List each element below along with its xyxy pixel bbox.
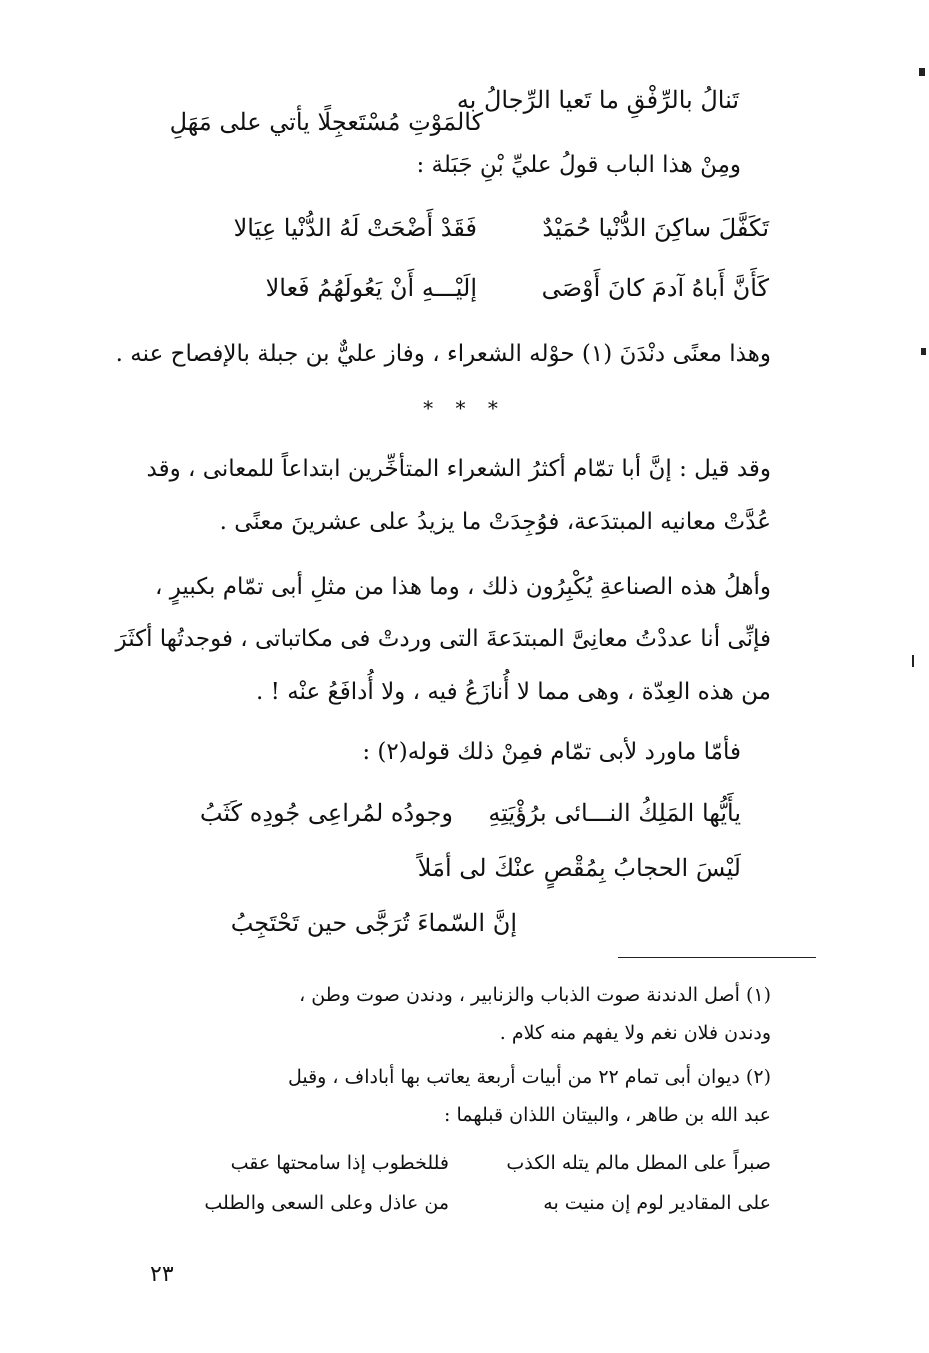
intro-line-1: ومِنْ هذا الباب قولُ عليِّ بْنِ جَبَلة : [416,152,741,178]
verse-3-left: إلَيْـــهِ أَنْ يَعُولَهُمُ فَعالا [265,274,477,302]
footnote-2-line-1: (٢) ديوان أبى تمام ٢٢ من أبيات أربعة يعاتب بها أباداف ، وقيل [287,1066,771,1088]
section-separator: * * * [423,396,506,420]
paragraph-2-line-1: وقد قيل : إنَّ أبا تمّام أكثرُ الشعراء المتأخِّرين ابتداعاً للمعانى ، وقد [146,456,771,482]
paragraph-3-line-1: وأهلُ هذه الصناعةِ يُكْبِرُون ذلك ، وما هذا من مثلِ أبى تمّام بكبيرٍ ، [154,574,771,600]
verse-1-right: تَنالُ بالرِّفْقِ ما تَعيا الرِّجالُ به [456,86,739,114]
paragraph-1: وهذا معنًى دنْدَنَ (١) حوْله الشعراء ، وفاز عليٌّ بن جبلة بالإفصاح عنه . [115,341,771,367]
paragraph-3-line-2: فإنِّى أنا عددْتُ معانِىَّ المبتدَعةَ التى وردتْ فى مكاتباتى ، فوجدتُها أكثَرَ [115,626,771,652]
footnote-2-line-2: عبد الله بن طاهر ، والبيتان اللذان قبلهما : [444,1104,771,1126]
verse-2-left: فَقَدْ أَضْحَتْ لَهُ الدُّنْيا عِيَالا [233,214,477,242]
verse-5: لَيْسَ الحجابُ بِمُقْصٍ عنْكَ لى أمَلاً [417,854,741,882]
verse-3-right: كَأَنَّ أَباهُ آدمَ كانَ أَوْصَى [541,274,769,302]
verse-2-right: تَكَفَّلَ ساكِنَ الدُّنْيا حُمَيْدٌ [542,214,769,242]
verse-4-left: وجودُه لمُراعِى جُودِه كَثَبُ [199,799,453,827]
scan-mark-right-edge [912,655,914,667]
footnote-verse-1-left: فللخطوب إذا سامحتها عقب [230,1152,449,1174]
paragraph-2-line-2: عُدَّتْ معانيه المبتدَعة، فوُجِدَتْ ما يزيدُ على عشرينَ معنًى . [219,509,771,535]
footnote-rule [618,957,816,958]
scan-mark-top-right [919,68,925,76]
scan-mark-mid-right [921,348,926,355]
verse-1-left: كالمَوْتِ مُسْتَعجِلًا يأتي على مَهَلِ [169,108,483,136]
paragraph-3-line-3: من هذه العِدّة ، وهى مما لا أُنازَعُ فيه ، ولا أُدافَعُ عنْه ! . [256,679,771,705]
footnote-1-line-2: ودندن فلان نغم ولا يفهم منه كلام . [499,1022,771,1044]
verse-6: إنَّ السّماءَ تُرَجَّى حين تَحْتَجِبُ [230,909,517,937]
footnote-verse-2-right: على المقادير لوم إن منيت به [543,1192,771,1214]
page-number: ٢٣ [150,1262,174,1287]
footnote-verse-1-right: صبراً على المطل مالم يتله الكذب [506,1152,771,1174]
intro-line-2: فأمّا ماورد لأبى تمّام فمِنْ ذلك قوله(٢) : [362,739,741,765]
verse-4-right: يأَيُّها المَلِكُ النـــائى برُؤْيَتِهِ [488,799,741,827]
footnote-1-line-1: (١) أصل الدندنة صوت الذباب والزنابير ، ودندن صوت وطن ، [299,984,771,1006]
footnote-verse-2-left: من عاذل وعلى السعى والطلب [204,1192,449,1214]
